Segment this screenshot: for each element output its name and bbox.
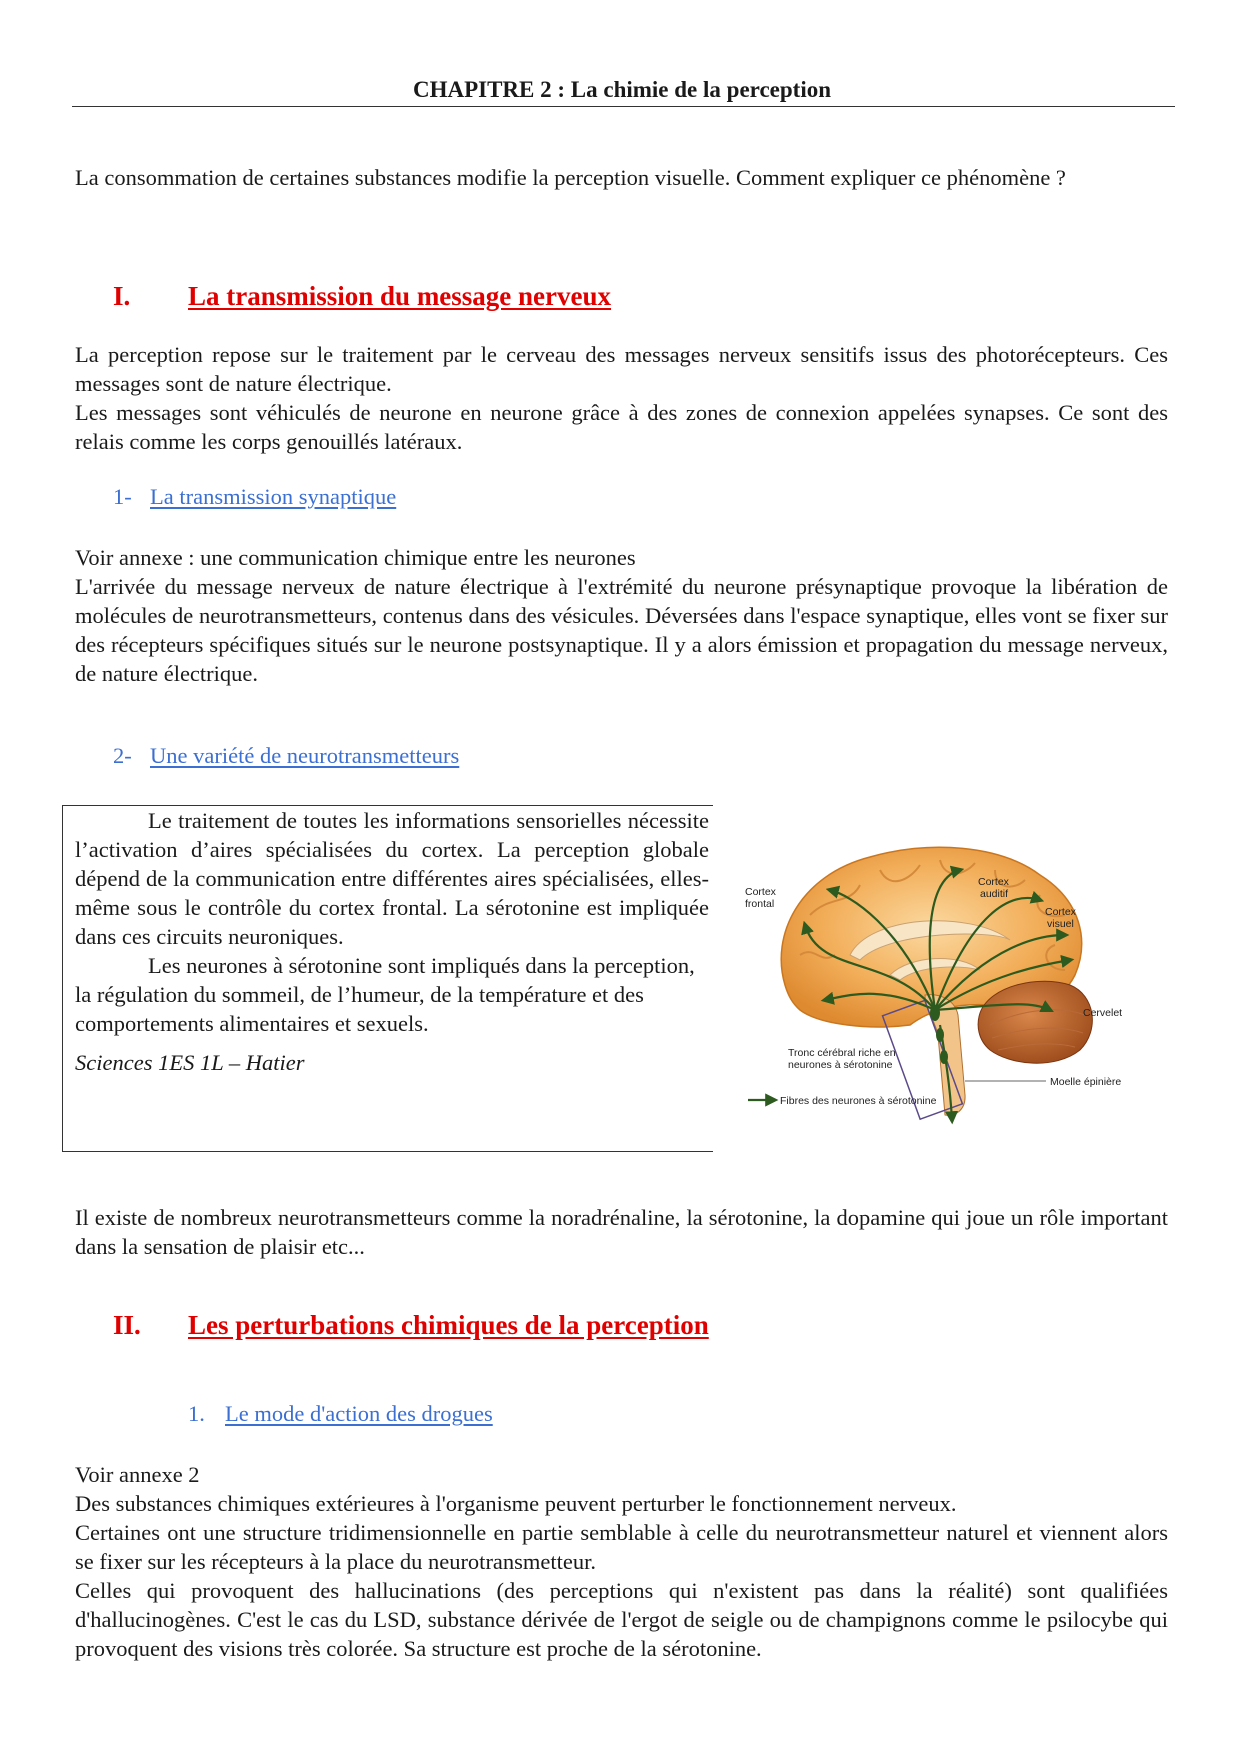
page-title: CHAPITRE 2 : La chimie de la perception (412, 77, 832, 102)
subsection-1-2-number: 2- (113, 743, 132, 768)
section-1-number: I. (113, 281, 131, 311)
section-2-heading (113, 1309, 709, 1341)
structure-paragraph: Certaines ont une structure tridimensionnelle en partie semblable à celle du neurotransmetteur naturel et viennent alors se fixer sur les récepteurs à la place du neurotransmetteur. (75, 1520, 1168, 1574)
label-cortex-auditif-1: Cortex (978, 876, 1009, 888)
label-cortex-frontal-2: frontal (745, 898, 775, 910)
annexe-reference: Voir annexe : une communication chimique entre les neurones (75, 545, 636, 570)
section-2-number: II. (113, 1310, 141, 1340)
section-2-title: Les perturbations chimiques de la perception (188, 1310, 709, 1340)
subsection-1-1-body (75, 543, 1168, 688)
label-moelle: Moelle épinière (1050, 1076, 1122, 1088)
label-tronc-2: neurones à sérotonine (788, 1059, 893, 1071)
label-cortex-visuel-1: Cortex (1045, 906, 1076, 918)
quote-box-text (75, 806, 709, 1077)
subsection-1-1-title: La transmission synaptique (150, 484, 397, 509)
section-1-paragraph-2: Les messages sont véhiculés de neurone en neurone grâce à des zones de connexion appelées synapses. Ce sont des relais comme les corps genouillés latéraux. (75, 400, 1168, 454)
label-cortex-frontal-1: Cortex (745, 886, 776, 898)
subsection-1-1-number: 1- (113, 484, 132, 509)
label-tronc-1: Tronc cérébral riche en (788, 1047, 896, 1059)
subsection-2-1-heading (188, 1400, 493, 1428)
synaptic-transmission-paragraph: L'arrivée du message nerveux de nature électrique à l'extrémité du neurone présynaptique provoque la libération de molécules de neurotransmetteurs, contenus dans des vésicules. Déversées dans l'espace synaptique, elles vont se fixer sur des récepteurs spécifiques situés sur le neurone postsynaptique. Il y a alors émission et propagation du message nerveux, de nature électrique. (75, 574, 1168, 686)
quote-source: Sciences 1ES 1L – Hatier (75, 1050, 305, 1075)
subsection-2-1-body (75, 1460, 1168, 1663)
hallucinogens-paragraph: Celles qui provoquent des hallucinations (des perceptions qui n'existent pas dans la réalité) sont qualifiées d'hallucinogènes. C'est le cas du LSD, substance dérivée de l'ergot de seigle ou de champignons comme le psilocybe qui provoquent des visions très colorée. Sa structure est proche de la sérotonine. (75, 1578, 1168, 1661)
section-1-body (75, 340, 1168, 456)
section-1-title: La transmission du message nerveux (188, 281, 612, 311)
label-cortex-auditif-2: auditif (980, 888, 1009, 900)
subsection-1-2-heading (113, 742, 459, 770)
section-1-heading (113, 280, 611, 312)
label-cortex-visuel-2: visuel (1047, 918, 1074, 930)
subsection-1-1-heading (113, 483, 396, 511)
quote-paragraph-2: Les neurones à sérotonine sont impliqués dans la perception, la régulation du sommeil, de l’humeur, de la température et des comportements alimentaires et sexuels. (75, 953, 695, 1036)
external-substances-line: Des substances chimiques extérieures à l'organisme peuvent perturber le fonctionnement nerveux. (75, 1491, 957, 1516)
subsection-2-1-title: Le mode d'action des drogues (225, 1401, 493, 1426)
label-fibres-legend: Fibres des neurones à sérotonine (780, 1095, 937, 1107)
neurotransmitters-paragraph: Il existe de nombreux neurotransmetteurs comme la noradrénaline, la sérotonine, la dopamine qui joue un rôle important dans la sensation de plaisir etc... (75, 1205, 1168, 1259)
subsection-2-1-number: 1. (188, 1401, 205, 1426)
label-cervelet: Cervelet (1083, 1007, 1123, 1019)
section-1-paragraph-1: La perception repose sur le traitement par le cerveau des messages nerveux sensitifs issus des photorécepteurs. Ces messages sont de nature électrique. (75, 342, 1168, 396)
annexe-2-reference: Voir annexe 2 (75, 1462, 200, 1487)
quote-paragraph-1: Le traitement de toutes les informations sensorielles nécessite l’activation d’aires spécialisées du cortex. La perception globale dépend de la communication entre différentes aires spécialisées, elles-même sous le contrôle du cortex frontal. La sérotonine est impliquée dans ces circuits neuroniques. (75, 808, 709, 949)
header-divider (72, 106, 1175, 107)
brain-diagram (740, 835, 1160, 1125)
intro-paragraph: La consommation de certaines substances modifie la perception visuelle. Comment expliquer ce phénomène ? (75, 165, 1066, 190)
subsection-1-2-title: Une variété de neurotransmetteurs (150, 743, 460, 768)
brain-serotonin-figure (740, 835, 1160, 1125)
